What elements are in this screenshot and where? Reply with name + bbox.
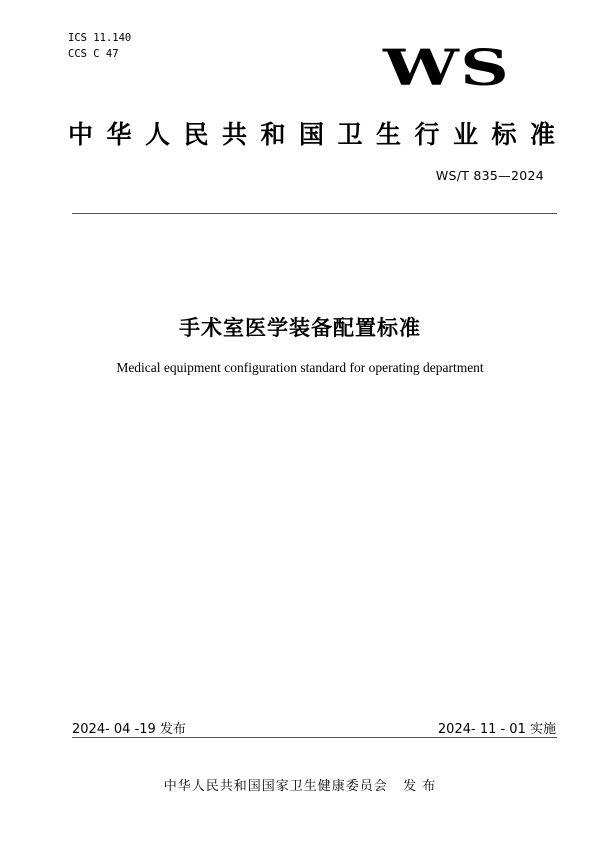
ws-logo: WS (382, 38, 510, 97)
bottom-divider (72, 737, 557, 738)
ccs-code: CCS C 47 (68, 48, 119, 60)
standard-category-title: 中华人民共和国卫生行业标准 (68, 120, 569, 149)
standard-code: WS/T 835—2024 (435, 168, 544, 183)
english-title: Medical equipment configuration standard for operating department (116, 360, 484, 375)
implementation-date: 2024- 11 - 01 实施 (437, 722, 556, 737)
issuing-authority: 中华人民共和国国家卫生健康委员会 发 布 (163, 779, 437, 794)
top-divider (72, 213, 557, 214)
classification-codes (68, 30, 131, 62)
ics-code: ICS 11.140 (68, 32, 132, 44)
chinese-title: 手术室医学装备配置标准 (179, 316, 421, 340)
release-date: 2024- 04 -19 发布 (72, 722, 186, 737)
